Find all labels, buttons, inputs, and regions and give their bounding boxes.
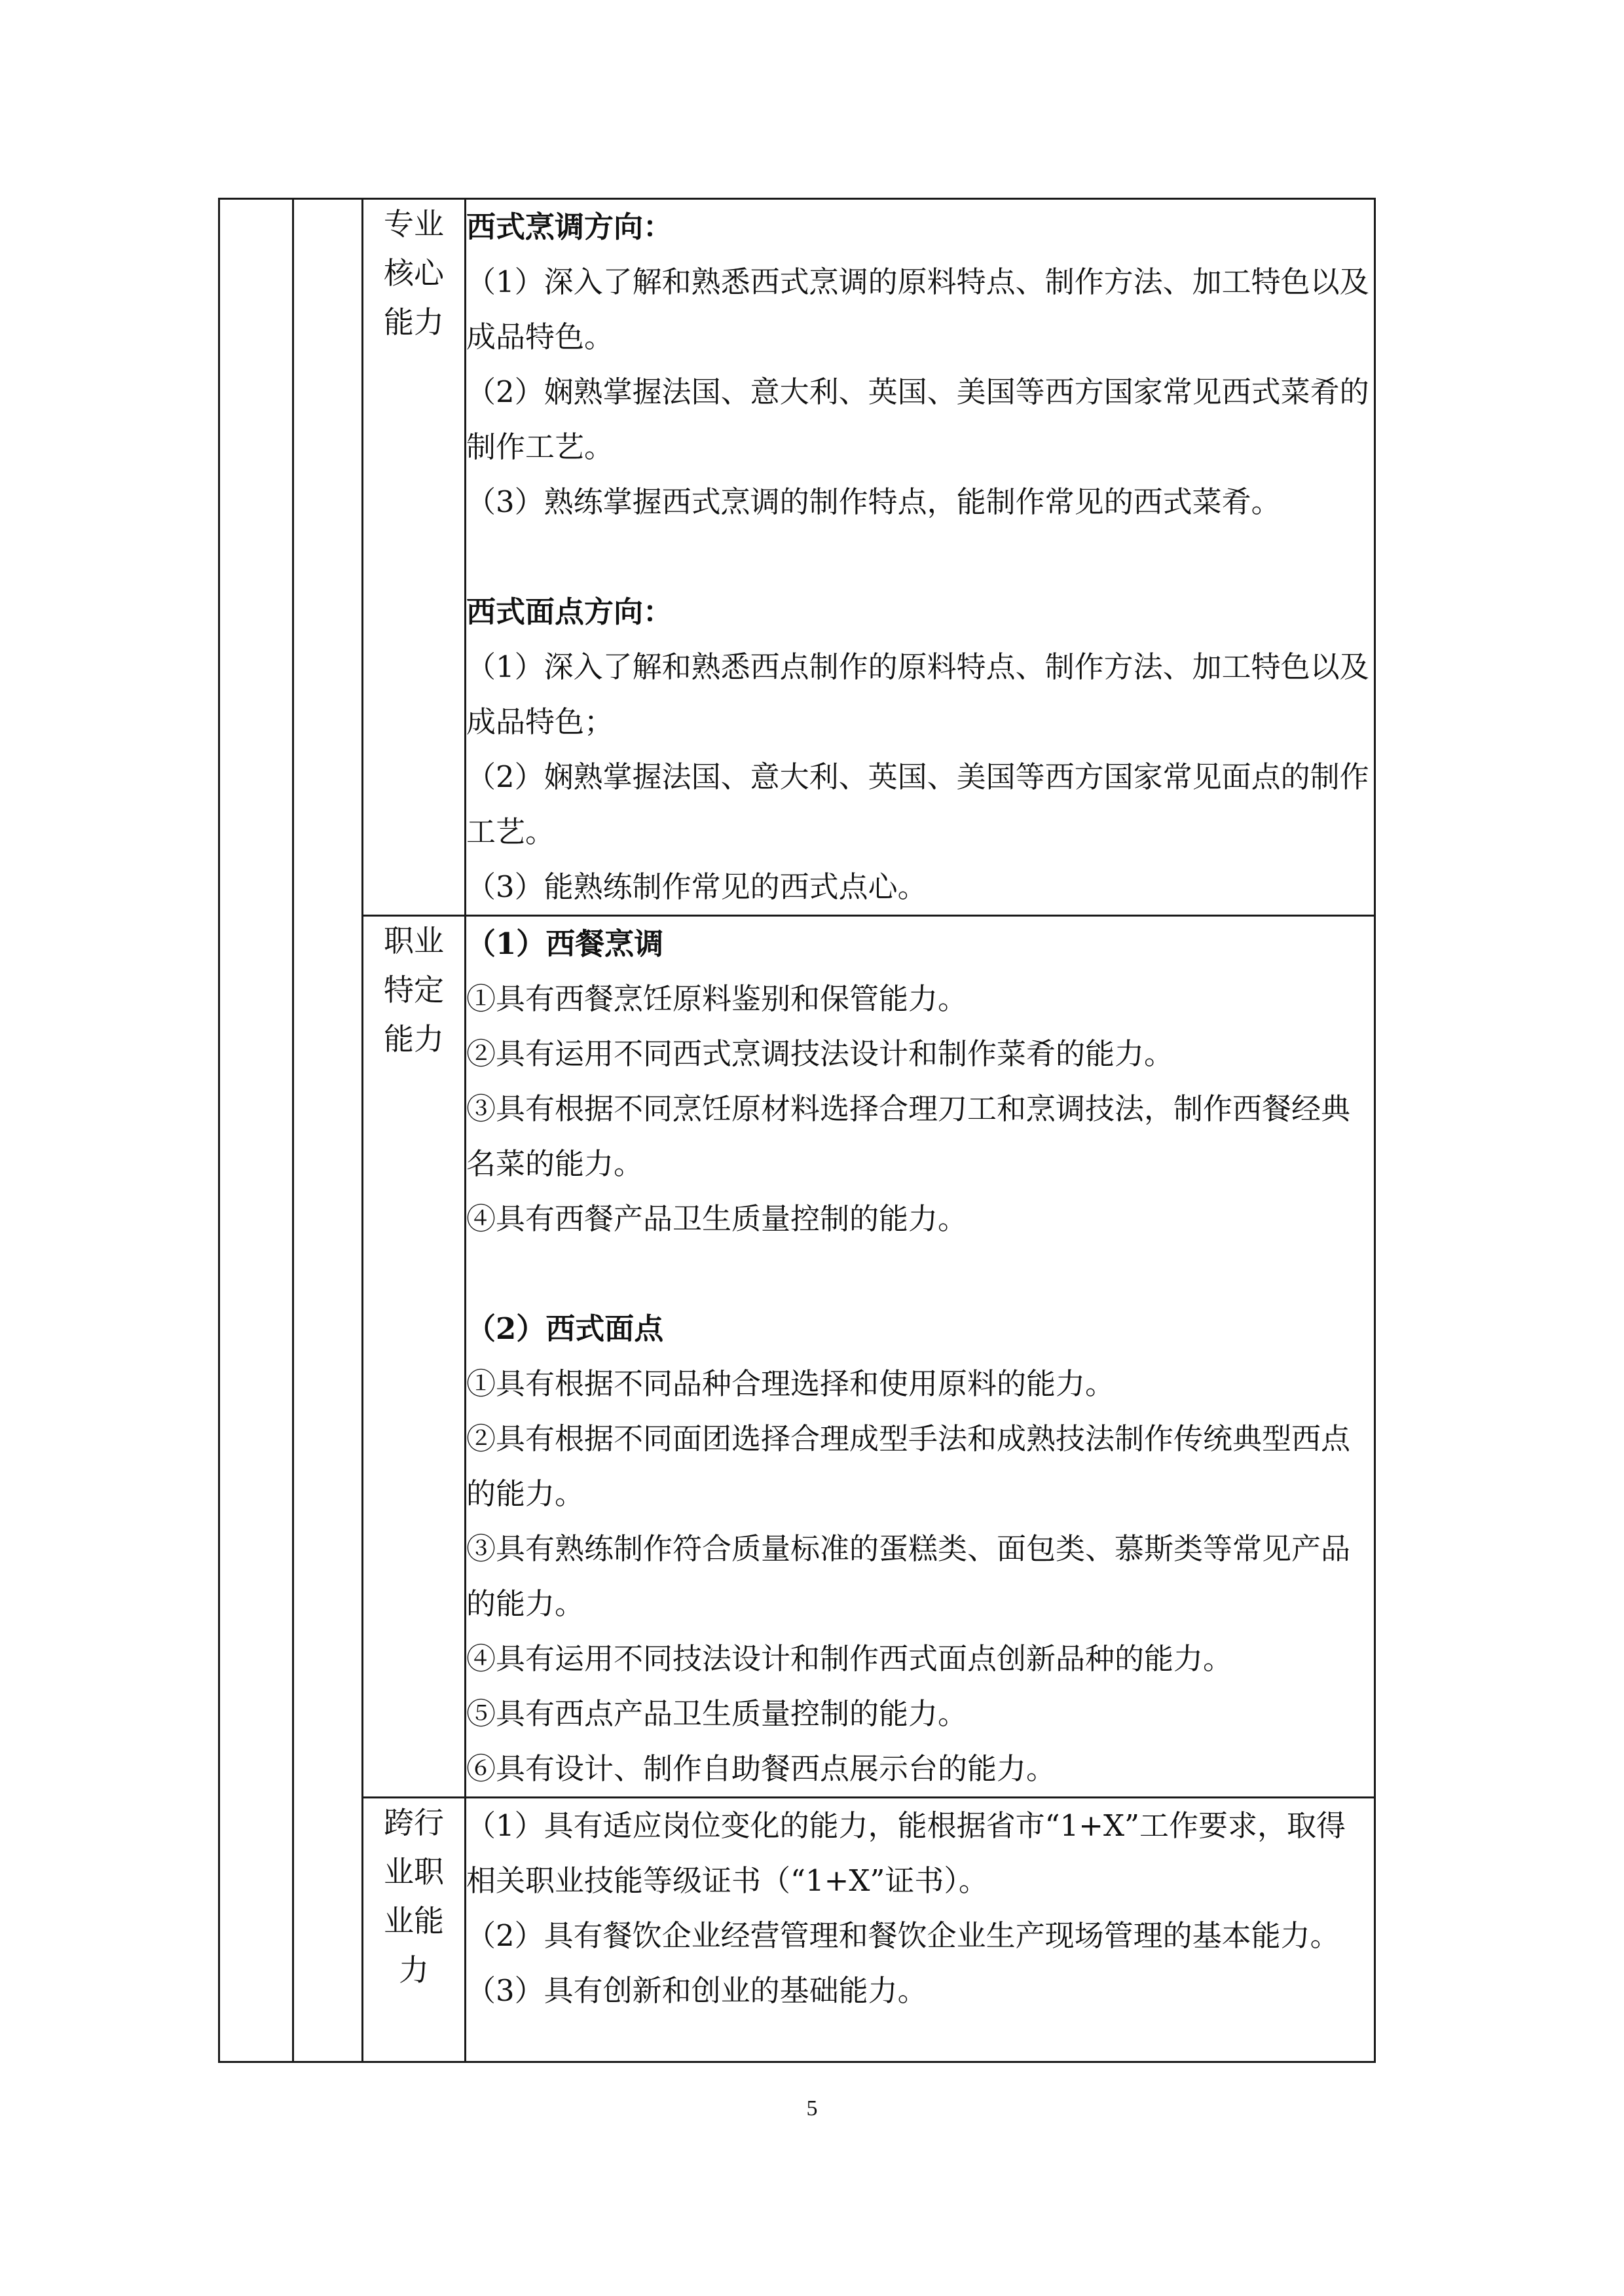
table-row <box>219 199 1375 916</box>
paragraph: ③具有根据不同烹饪原材料选择合理刀工和烹调技法，制作西餐经典名菜的能力。 <box>466 1091 1351 1181</box>
paragraph: （3）熟练掌握西式烹调的制作特点，能制作常见的西式菜肴。 <box>466 484 1281 519</box>
paragraph: （2）具有餐饮企业经营管理和餐饮企业生产现场管理的基本能力。 <box>466 1918 1340 1953</box>
row-label-occupation-specific <box>363 916 466 1798</box>
paragraph: （1）具有适应岗位变化的能力，能根据省市“1+X”工作要求，取得相关职业技能等级证书（“1+X”证书）。 <box>466 1808 1346 1898</box>
row-label-line: 力 <box>399 1952 429 1988</box>
row-label-line: 能力 <box>384 1021 444 1057</box>
row-label-line: 核心 <box>384 255 444 291</box>
blank-column-1 <box>219 199 293 2062</box>
row-content-occupation-specific <box>466 916 1375 1798</box>
paragraph: ④具有西餐产品卫生质量控制的能力。 <box>466 1201 968 1236</box>
section-heading: （1）西餐烹调 <box>466 926 664 961</box>
row-label-line: 业能 <box>384 1903 444 1939</box>
table-row <box>219 916 1375 1798</box>
paragraph: （3）具有创新和创业的基础能力。 <box>466 1973 927 2008</box>
row-label-professional-core <box>363 199 466 916</box>
paragraph: ⑥具有设计、制作自助餐西点展示台的能力。 <box>466 1751 1056 1786</box>
paragraph: （1）深入了解和熟悉西式烹调的原料特点、制作方法、加工特色以及成品特色。 <box>466 264 1369 354</box>
paragraph: ④具有运用不同技法设计和制作西式面点创新品种的能力。 <box>466 1641 1233 1676</box>
paragraph: ⑤具有西点产品卫生质量控制的能力。 <box>466 1696 968 1731</box>
ability-table <box>218 198 1376 2063</box>
section-heading: 西式烹调方向： <box>466 210 673 244</box>
row-content-professional-core <box>466 199 1375 916</box>
row-label-cross-industry <box>363 1798 466 2062</box>
table-row <box>219 1798 1375 2062</box>
row-label-line: 特定 <box>384 972 444 1008</box>
section-heading: 西式面点方向： <box>466 594 673 629</box>
row-label-line: 业职 <box>384 1854 444 1889</box>
paragraph: （2）娴熟掌握法国、意大利、英国、美国等西方国家常见西式菜肴的制作工艺。 <box>466 374 1369 464</box>
paragraph-gap <box>466 530 1374 585</box>
paragraph: ③具有熟练制作符合质量标准的蛋糕类、面包类、慕斯类等常见产品的能力。 <box>466 1531 1351 1621</box>
row-label-line: 跨行 <box>384 1805 444 1840</box>
row-content-cross-industry <box>466 1798 1375 2062</box>
paragraph: ②具有根据不同面团选择合理成型手法和成熟技法制作传统典型西点的能力。 <box>466 1421 1351 1511</box>
row-label-line: 专业 <box>384 206 444 242</box>
page-number: 5 <box>806 2096 818 2121</box>
paragraph-gap <box>466 1247 1374 1302</box>
section-heading: （2）西式面点 <box>466 1311 664 1346</box>
paragraph: ①具有西餐烹饪原料鉴别和保管能力。 <box>466 981 968 1016</box>
paragraph: ②具有运用不同西式烹调技法设计和制作菜肴的能力。 <box>466 1036 1174 1071</box>
row-label-line: 能力 <box>384 304 444 340</box>
paragraph: （2）娴熟掌握法国、意大利、英国、美国等西方国家常见面点的制作工艺。 <box>466 759 1369 849</box>
paragraph: （1）深入了解和熟悉西点制作的原料特点、制作方法、加工特色以及成品特色； <box>466 649 1369 739</box>
paragraph: （3）能熟练制作常见的西式点心。 <box>466 869 927 904</box>
paragraph: ①具有根据不同品种合理选择和使用原料的能力。 <box>466 1366 1115 1401</box>
row-label-line: 职业 <box>384 923 444 958</box>
blank-column-2 <box>293 199 363 2062</box>
